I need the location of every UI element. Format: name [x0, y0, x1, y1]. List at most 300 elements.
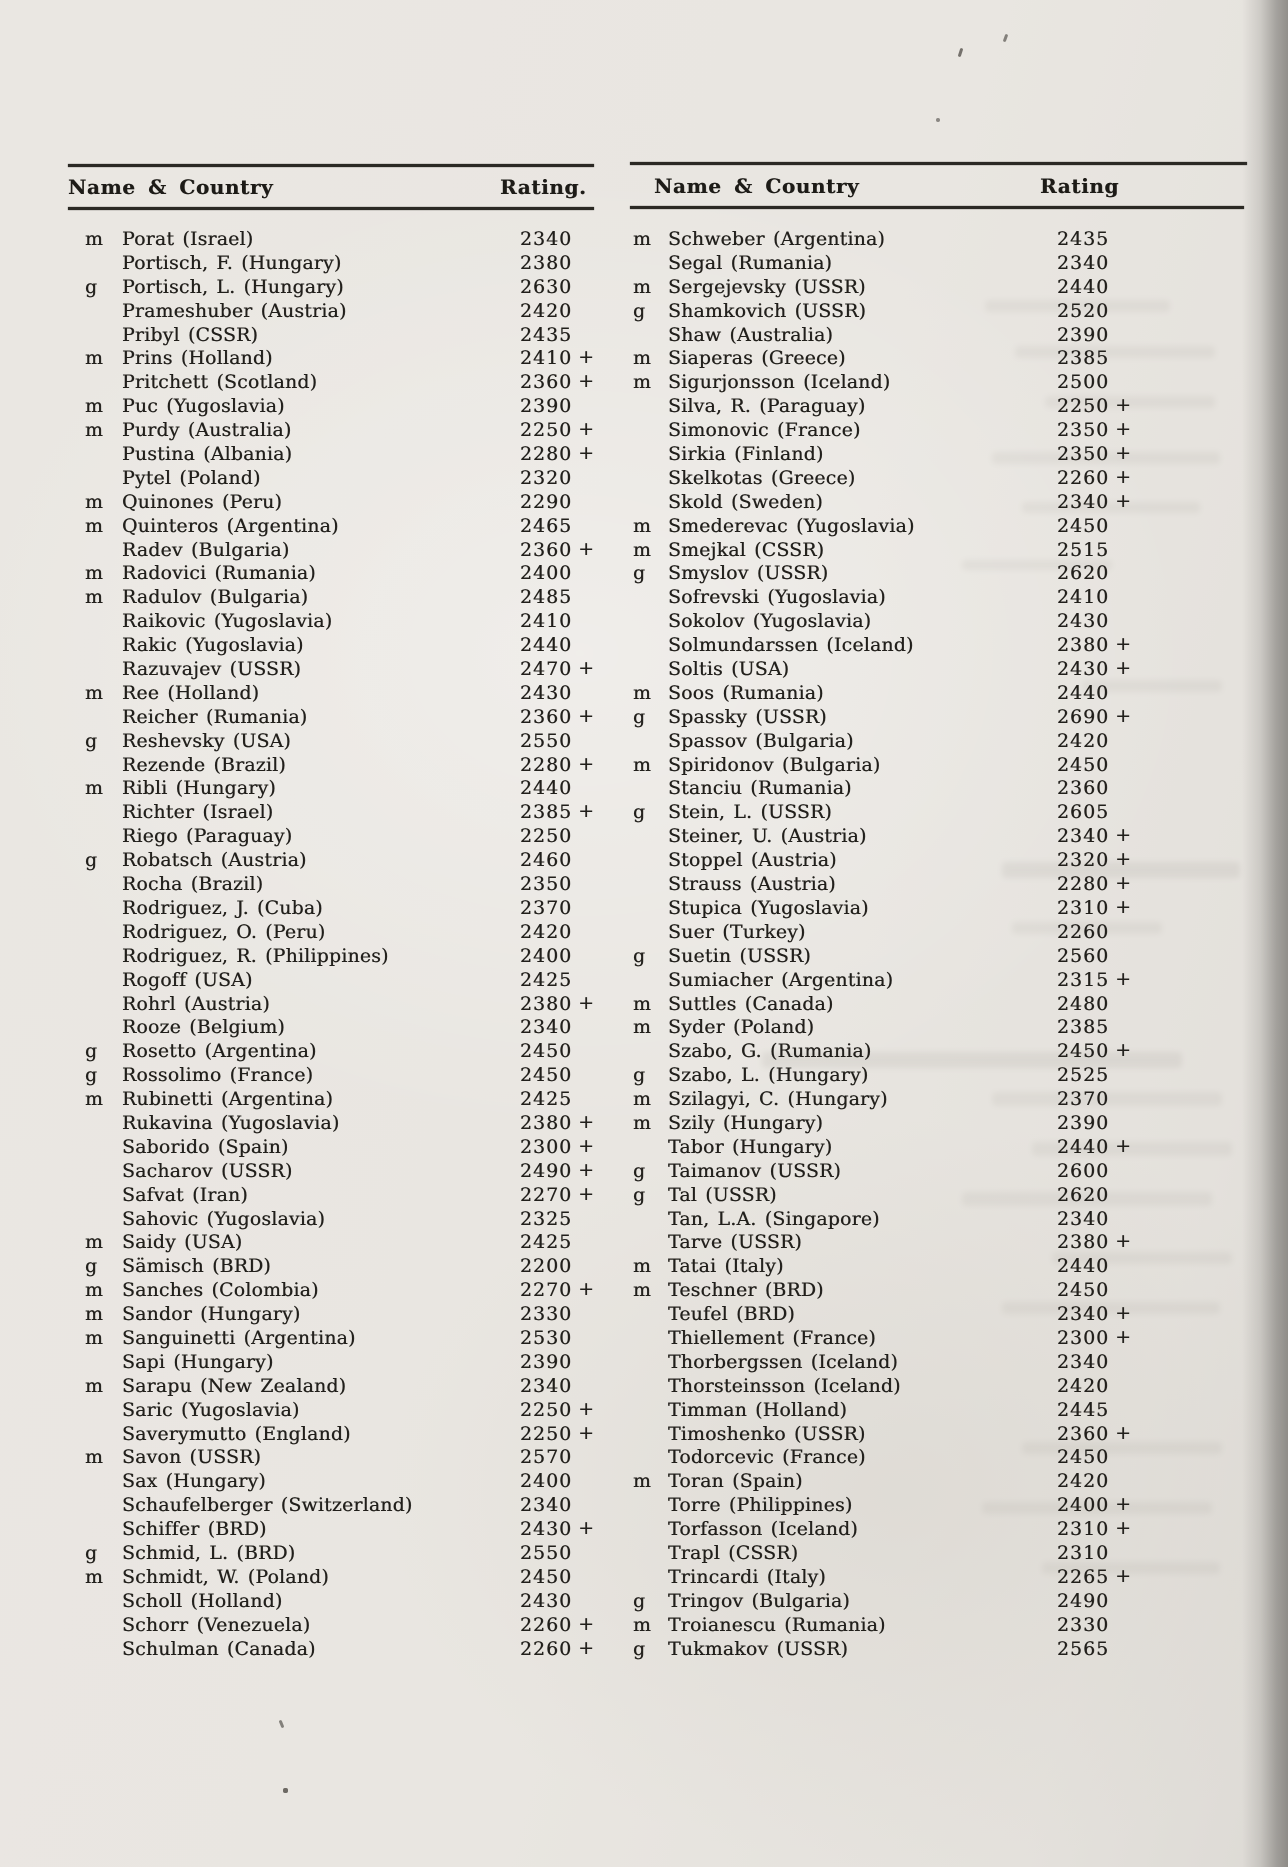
player-rating: 2200	[520, 1256, 573, 1278]
table-row	[68, 1494, 688, 1518]
player-rating: 2280 +	[520, 443, 594, 466]
player-name: Stupica (Yugoslavia)	[668, 897, 869, 919]
player-rating: 2430	[520, 1590, 573, 1612]
player-name: Spassky (USSR)	[668, 706, 827, 728]
table-row	[68, 1303, 688, 1327]
table-row	[68, 1566, 688, 1590]
player-name: Raikovic (Yugoslavia)	[122, 611, 333, 633]
table-row	[68, 969, 688, 993]
player-rating: 2325	[520, 1208, 573, 1230]
player-rating: 2400	[520, 563, 573, 585]
player-name: Sofrevski (Yugoslavia)	[668, 587, 886, 609]
player-rating: 2370	[1057, 1089, 1110, 1111]
player-name: Portisch, F. (Hungary)	[122, 252, 342, 274]
player-rating: 2630	[520, 276, 573, 298]
player-rating: 2530	[520, 1327, 573, 1349]
player-rating: 2385	[1057, 1017, 1110, 1039]
table-row	[68, 1542, 688, 1566]
table-row	[633, 706, 1253, 730]
column-header-rating-left: Rating.	[500, 175, 587, 199]
player-name: Thorsteinsson (Iceland)	[668, 1375, 901, 1397]
table-row	[68, 1208, 688, 1232]
table-row	[68, 1375, 688, 1399]
ink-speck	[283, 1788, 288, 1793]
provisional-plus-mark: +	[1115, 1135, 1131, 1157]
player-name: Riego (Paraguay)	[122, 826, 293, 848]
table-row	[633, 1231, 1253, 1255]
player-name: Savon (USSR)	[122, 1447, 262, 1469]
player-name: Schweber (Argentina)	[668, 229, 886, 250]
player-rating: 2420	[1057, 1375, 1110, 1397]
title-flag: g	[633, 802, 646, 824]
player-name: Reshevsky (USA)	[122, 730, 291, 752]
player-rating: 2440	[1057, 276, 1110, 298]
player-name: Radev (Bulgaria)	[122, 539, 290, 561]
table-row	[633, 1494, 1253, 1518]
player-name: Segal (Rumania)	[668, 252, 833, 274]
table-row	[68, 1638, 688, 1662]
player-name: Porat (Israel)	[122, 229, 254, 250]
table-row	[633, 945, 1253, 969]
title-flag: m	[633, 348, 651, 370]
player-rating: 2565	[1057, 1638, 1110, 1660]
player-rating: 2380 +	[520, 1111, 594, 1134]
table-row	[68, 228, 688, 252]
table-row	[68, 1231, 688, 1255]
provisional-plus-mark: +	[1115, 443, 1131, 465]
provisional-plus-mark: +	[1115, 1518, 1131, 1540]
player-name: Smyslov (USSR)	[668, 563, 829, 585]
table-row	[633, 515, 1253, 539]
table-row	[633, 1016, 1253, 1040]
player-rating: 2250 +	[520, 419, 594, 442]
title-flag: m	[85, 1375, 103, 1397]
provisional-plus-mark: +	[578, 1518, 594, 1540]
provisional-plus-mark: +	[1115, 658, 1131, 680]
player-rating: 2425	[520, 1232, 573, 1254]
provisional-plus-mark: +	[578, 1613, 594, 1635]
player-name: Thorbergssen (Iceland)	[668, 1351, 899, 1373]
table-row	[633, 395, 1253, 419]
table-row	[68, 825, 688, 849]
provisional-plus-mark: +	[578, 443, 594, 465]
player-name: Rogoff (USA)	[122, 969, 253, 991]
title-flag: g	[633, 706, 646, 728]
table-row	[633, 658, 1253, 682]
player-name: Rodriguez, R. (Philippines)	[122, 945, 389, 967]
table-rule-top-left	[68, 164, 594, 167]
player-rating: 2360 +	[1057, 1422, 1131, 1445]
ink-speck	[958, 48, 964, 57]
player-rating: 2410	[1057, 587, 1110, 609]
table-row	[633, 443, 1253, 467]
player-rating: 2380 +	[1057, 634, 1131, 657]
table-row	[68, 754, 688, 778]
player-rating: 2450	[1057, 515, 1110, 537]
title-flag: m	[85, 1280, 103, 1302]
player-rating: 2350 +	[1057, 419, 1131, 442]
provisional-plus-mark: +	[578, 1135, 594, 1157]
provisional-plus-mark: +	[1115, 1565, 1131, 1587]
player-rating: 2480	[1057, 993, 1110, 1015]
table-row	[633, 1470, 1253, 1494]
player-name: Steiner, U. (Austria)	[668, 826, 867, 848]
player-name: Teufel (BRD)	[668, 1304, 795, 1326]
player-name: Saric (Yugoslavia)	[122, 1399, 300, 1421]
column-header-name-left: Name & Country	[68, 175, 274, 199]
table-row	[633, 921, 1253, 945]
player-rating: 2435	[520, 324, 573, 346]
title-flag: g	[633, 1638, 646, 1660]
player-name: Richter (Israel)	[122, 802, 274, 824]
player-rating: 2460	[520, 850, 573, 872]
player-rating: 2250	[520, 826, 573, 848]
player-name: Simonovic (France)	[668, 420, 861, 442]
player-rating: 2570	[520, 1447, 573, 1469]
table-row	[68, 1255, 688, 1279]
player-name: Sax (Hungary)	[122, 1471, 266, 1493]
provisional-plus-mark: +	[1115, 1231, 1131, 1253]
player-name: Saverymutto (England)	[122, 1423, 351, 1445]
player-name: Suttles (Canada)	[668, 993, 834, 1015]
table-row	[633, 276, 1253, 300]
player-rating: 2390	[520, 396, 573, 418]
player-rating: 2425	[520, 1089, 573, 1111]
player-rating: 2440	[1057, 1256, 1110, 1278]
title-flag: g	[85, 1256, 98, 1278]
player-rating: 2250 +	[1057, 395, 1131, 418]
player-rating: 2280 +	[1057, 873, 1131, 896]
player-name: Radulov (Bulgaria)	[122, 587, 309, 609]
provisional-plus-mark: +	[1115, 968, 1131, 990]
player-rating: 2620	[1057, 563, 1110, 585]
table-row	[633, 777, 1253, 801]
provisional-plus-mark: +	[578, 1422, 594, 1444]
player-name: Sergejevsky (USSR)	[668, 276, 866, 298]
player-name: Tringov (Bulgaria)	[668, 1590, 850, 1612]
page-edge-shadow	[1242, 0, 1288, 1867]
provisional-plus-mark: +	[578, 371, 594, 393]
table-row	[633, 634, 1253, 658]
table-row	[68, 1614, 688, 1638]
player-name: Radovici (Rumania)	[122, 563, 316, 585]
player-name: Timoshenko (USSR)	[668, 1423, 866, 1445]
title-flag: g	[633, 300, 646, 322]
player-name: Portisch, L. (Hungary)	[122, 276, 344, 298]
rating-list-right	[633, 228, 1253, 1661]
player-name: Prameshuber (Austria)	[122, 300, 347, 322]
player-rating: 2370	[520, 897, 573, 919]
table-row	[633, 539, 1253, 563]
player-rating: 2550	[520, 1542, 573, 1564]
provisional-plus-mark: +	[578, 1111, 594, 1133]
player-name: Tal (USSR)	[668, 1184, 777, 1206]
player-name: Soltis (USA)	[668, 659, 790, 681]
player-rating: 2515	[1057, 539, 1110, 561]
player-name: Torre (Philippines)	[668, 1495, 853, 1517]
player-rating: 2490	[1057, 1590, 1110, 1612]
table-row	[633, 1351, 1253, 1375]
table-row	[633, 1112, 1253, 1136]
table-rule-top-right	[630, 162, 1247, 165]
player-rating: 2450	[1057, 1447, 1110, 1469]
player-name: Schorr (Venezuela)	[122, 1614, 311, 1636]
ink-speck	[279, 1720, 285, 1729]
player-rating: 2410 +	[520, 347, 594, 370]
player-rating: 2450	[1057, 1280, 1110, 1302]
player-name: Sokolov (Yugoslavia)	[668, 611, 872, 633]
player-rating: 2385	[1057, 348, 1110, 370]
title-flag: m	[85, 491, 103, 513]
provisional-plus-mark: +	[1115, 1326, 1131, 1348]
player-rating: 2330	[520, 1304, 573, 1326]
provisional-plus-mark: +	[1115, 896, 1131, 918]
player-rating: 2450 +	[1057, 1040, 1131, 1063]
title-flag: g	[633, 1065, 646, 1087]
player-rating: 2350 +	[1057, 443, 1131, 466]
player-rating: 2260 +	[1057, 466, 1131, 489]
player-name: Schmid, L. (BRD)	[122, 1542, 296, 1564]
table-row	[633, 1590, 1253, 1614]
player-name: Taimanov (USSR)	[668, 1160, 842, 1182]
title-flag: m	[633, 1017, 651, 1039]
player-name: Spiridonov (Bulgaria)	[668, 754, 881, 776]
player-rating: 2315 +	[1057, 968, 1131, 991]
table-row	[68, 921, 688, 945]
provisional-plus-mark: +	[578, 1637, 594, 1659]
table-row	[633, 1518, 1253, 1542]
table-row	[633, 1160, 1253, 1184]
player-rating: 2440	[520, 635, 573, 657]
table-row	[68, 371, 688, 395]
table-row	[68, 801, 688, 825]
player-rating: 2270 +	[520, 1183, 594, 1206]
provisional-plus-mark: +	[1115, 1303, 1131, 1325]
title-flag: m	[85, 778, 103, 800]
title-flag: m	[85, 563, 103, 585]
table-row	[633, 1255, 1253, 1279]
title-flag: m	[85, 587, 103, 609]
table-row	[68, 324, 688, 348]
table-row	[633, 1542, 1253, 1566]
player-rating: 2340	[520, 1017, 573, 1039]
table-row	[633, 1446, 1253, 1470]
table-row	[633, 252, 1253, 276]
table-row	[68, 1590, 688, 1614]
table-row	[633, 610, 1253, 634]
table-row	[633, 1638, 1253, 1662]
player-rating: 2310 +	[1057, 1518, 1131, 1541]
table-row	[68, 1040, 688, 1064]
provisional-plus-mark: +	[1115, 1494, 1131, 1516]
player-name: Sirkia (Finland)	[668, 444, 824, 466]
player-rating: 2280 +	[520, 753, 594, 776]
player-rating: 2260	[1057, 921, 1110, 943]
player-rating: 2340	[1057, 252, 1110, 274]
table-row	[68, 395, 688, 419]
title-flag: g	[633, 563, 646, 585]
player-rating: 2270 +	[520, 1279, 594, 1302]
player-rating: 2380 +	[520, 992, 594, 1015]
table-row	[68, 730, 688, 754]
table-row	[633, 801, 1253, 825]
provisional-plus-mark: +	[1115, 873, 1131, 895]
table-row	[68, 945, 688, 969]
table-row	[68, 873, 688, 897]
title-flag: m	[85, 1447, 103, 1469]
provisional-plus-mark: +	[578, 1398, 594, 1420]
table-row	[68, 849, 688, 873]
player-name: Sarapu (New Zealand)	[122, 1375, 347, 1397]
table-row	[633, 969, 1253, 993]
table-row	[68, 897, 688, 921]
player-name: Soos (Rumania)	[668, 682, 824, 704]
title-flag: m	[85, 348, 103, 370]
table-row	[633, 682, 1253, 706]
player-rating: 2290	[520, 491, 573, 513]
provisional-plus-mark: +	[578, 1279, 594, 1301]
player-name: Thiellement (France)	[668, 1327, 876, 1349]
player-rating: 2560	[1057, 945, 1110, 967]
provisional-plus-mark: +	[1115, 705, 1131, 727]
player-rating: 2430	[520, 682, 573, 704]
player-rating: 2425	[520, 969, 573, 991]
title-flag: m	[633, 276, 651, 298]
player-name: Tarve (USSR)	[668, 1232, 802, 1254]
player-name: Schmidt, W. (Poland)	[122, 1566, 329, 1588]
player-rating: 2430 +	[520, 1518, 594, 1541]
table-row	[633, 993, 1253, 1017]
player-rating: 2600	[1057, 1160, 1110, 1182]
player-rating: 2450	[1057, 754, 1110, 776]
table-row	[68, 1160, 688, 1184]
player-name: Solmundarssen (Iceland)	[668, 635, 914, 657]
table-row	[633, 897, 1253, 921]
provisional-plus-mark: +	[1115, 849, 1131, 871]
table-row	[633, 1064, 1253, 1088]
player-rating: 2400	[520, 945, 573, 967]
player-name: Ree (Holland)	[122, 682, 260, 704]
player-rating: 2390	[520, 1351, 573, 1373]
title-flag: g	[633, 1590, 646, 1612]
player-rating: 2420	[1057, 730, 1110, 752]
player-name: Szabo, G. (Rumania)	[668, 1041, 872, 1063]
player-rating: 2320 +	[1057, 849, 1131, 872]
player-name: Shamkovich (USSR)	[668, 300, 867, 322]
player-name: Pustina (Albania)	[122, 444, 293, 466]
table-row	[68, 419, 688, 443]
player-name: Pribyl (CSSR)	[122, 324, 259, 346]
player-name: Syder (Poland)	[668, 1017, 815, 1039]
player-name: Rocha (Brazil)	[122, 874, 264, 896]
provisional-plus-mark: +	[578, 753, 594, 775]
title-flag: m	[633, 229, 651, 250]
provisional-plus-mark: +	[578, 1183, 594, 1205]
table-row	[68, 658, 688, 682]
title-flag: m	[633, 1089, 651, 1111]
provisional-plus-mark: +	[1115, 634, 1131, 656]
ink-speck	[1003, 34, 1009, 43]
player-name: Pytel (Poland)	[122, 467, 261, 489]
title-flag: m	[85, 1566, 103, 1588]
player-rating: 2340	[1057, 1351, 1110, 1373]
table-row	[633, 754, 1253, 778]
player-name: Smederevac (Yugoslavia)	[668, 515, 915, 537]
provisional-plus-mark: +	[578, 347, 594, 369]
table-row	[68, 1279, 688, 1303]
player-rating: 2690 +	[1057, 705, 1131, 728]
table-row	[68, 1184, 688, 1208]
player-rating: 2385 +	[520, 801, 594, 824]
player-rating: 2620	[1057, 1184, 1110, 1206]
player-name: Szily (Hungary)	[668, 1112, 824, 1134]
player-name: Silva, R. (Paraguay)	[668, 396, 866, 418]
player-name: Smejkal (CSSR)	[668, 539, 825, 561]
provisional-plus-mark: +	[1115, 1422, 1131, 1444]
provisional-plus-mark: +	[1115, 466, 1131, 488]
table-row	[633, 1423, 1253, 1447]
player-rating: 2350	[520, 874, 573, 896]
table-row	[68, 1446, 688, 1470]
player-rating: 2450	[520, 1566, 573, 1588]
table-row	[633, 849, 1253, 873]
player-name: Puc (Yugoslavia)	[122, 396, 285, 418]
player-name: Tabor (Hungary)	[668, 1136, 833, 1158]
table-row	[633, 419, 1253, 443]
table-row	[633, 586, 1253, 610]
player-rating: 2360	[1057, 778, 1110, 800]
title-flag: m	[85, 1232, 103, 1254]
player-name: Sanches (Colombia)	[122, 1280, 319, 1302]
table-row	[68, 1351, 688, 1375]
title-flag: m	[633, 993, 651, 1015]
title-flag: g	[633, 945, 646, 967]
provisional-plus-mark: +	[1115, 825, 1131, 847]
provisional-plus-mark: +	[1115, 490, 1131, 512]
table-row	[68, 634, 688, 658]
player-rating: 2400 +	[1057, 1494, 1131, 1517]
player-name: Ribli (Hungary)	[122, 778, 276, 800]
player-name: Rohrl (Austria)	[122, 993, 270, 1015]
player-name: Saborido (Spain)	[122, 1136, 289, 1158]
table-row	[68, 1470, 688, 1494]
player-rating: 2490 +	[520, 1159, 594, 1182]
provisional-plus-mark: +	[578, 1159, 594, 1181]
title-flag: g	[633, 1184, 646, 1206]
player-name: Timman (Holland)	[668, 1399, 848, 1421]
player-rating: 2470 +	[520, 658, 594, 681]
player-name: Trapl (CSSR)	[668, 1542, 799, 1564]
title-flag: g	[633, 1160, 646, 1182]
table-row	[633, 1566, 1253, 1590]
player-name: Sanguinetti (Argentina)	[122, 1327, 356, 1349]
table-row	[68, 491, 688, 515]
provisional-plus-mark: +	[578, 419, 594, 441]
table-row	[633, 228, 1253, 252]
player-rating: 2360 +	[520, 538, 594, 561]
player-name: Quinones (Peru)	[122, 491, 283, 513]
table-row	[68, 993, 688, 1017]
provisional-plus-mark: +	[1115, 1040, 1131, 1062]
player-name: Szilagyi, C. (Hungary)	[668, 1089, 888, 1111]
table-row	[633, 300, 1253, 324]
player-name: Sahovic (Yugoslavia)	[122, 1208, 326, 1230]
table-row	[633, 1279, 1253, 1303]
table-row	[633, 562, 1253, 586]
table-row	[68, 1518, 688, 1542]
player-rating: 2440	[1057, 682, 1110, 704]
title-flag: g	[85, 1542, 98, 1564]
